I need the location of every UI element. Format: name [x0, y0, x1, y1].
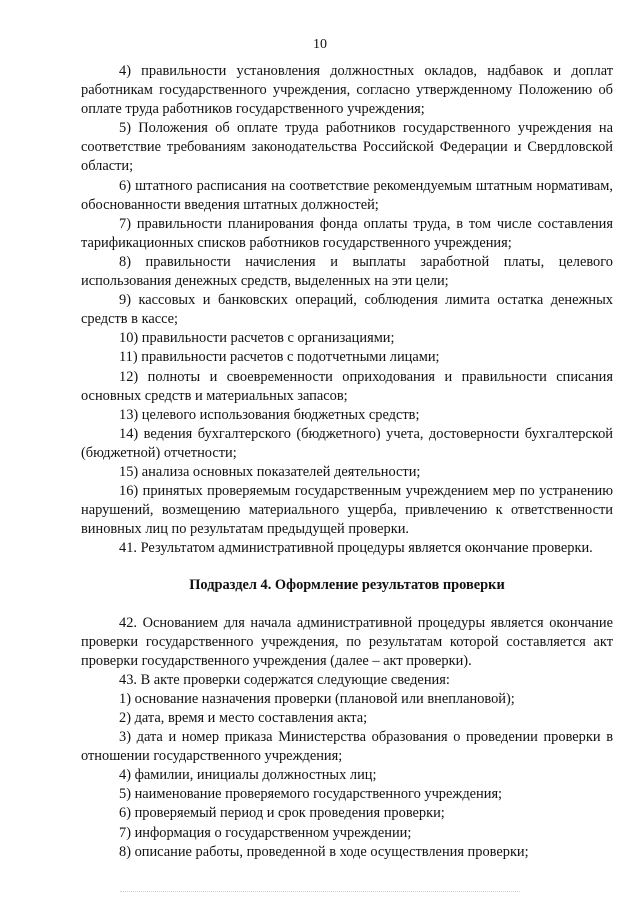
list-item: 2) дата, время и место составления акта;	[119, 710, 368, 726]
list-item: 6) штатного расписания на соответствие рекомендуемым штатным нормативам, обоснованности введения штатных должностей;	[81, 177, 613, 213]
list-item: 8) правильности начисления и выплаты заработной платы, целевого использования денежных средств, выделенных на эти цели;	[81, 253, 613, 290]
page-number: 10	[313, 37, 327, 52]
list-item: 4) правильности установления должностных окладов, надбавок и доплат работникам государственного учреждения, согласно утвержденному Положению об оплате труда работников государственного учреждения;	[81, 63, 613, 118]
list-item: 11) правильности расчетов с подотчетными лицами;	[119, 349, 440, 366]
paragraph-41: 41. Результатом административной процедуры является окончание проверки.	[119, 540, 593, 557]
paragraph-42: 42. Основанием для начала административной процедуры является окончание проверки государственного учреждения, по результатам которой составляется акт проверки государственного учреждения (далее – акт проверки).	[81, 614, 613, 669]
list-item: 10) правильности расчетов с организациями;	[119, 330, 395, 347]
paragraph-43: 43. В акте проверки содержатся следующие сведения:	[119, 671, 450, 688]
list-item: 4) фамилии, инициалы должностных лиц;	[119, 767, 377, 784]
scan-footer-divider	[120, 891, 520, 892]
list-item: 16) принятых проверяемым государственным учреждением мер по устранению нарушений, возмещению материального ущерба, привлечению к ответственности виновных лиц по результатам предыдущей проверки.	[81, 483, 613, 538]
document-body	[81, 62, 613, 862]
list-item: 3) дата и номер приказа Министерства образования о проведении проверки в отношении государственного учреждения;	[81, 729, 613, 765]
checklist-part1	[81, 62, 613, 539]
list-item: 14) ведения бухгалтерского (бюджетного) учета, достоверности бухгалтерской (бюджетной) отчетности;	[81, 425, 613, 461]
subsection-heading: Подраздел 4. Оформление результатов проверки	[189, 577, 505, 594]
list-item: 1) основание назначения проверки (плановой или внеплановой);	[119, 690, 515, 707]
list-item: 8) описание работы, проведенной в ходе осуществления проверки;	[119, 843, 529, 860]
list-item: 6) проверяемый период и срок проведения проверки;	[119, 805, 445, 822]
list-item: 15) анализа основных показателей деятельности;	[119, 463, 421, 480]
list-item: 12) полноты и своевременности оприходования и правильности списания основных средств и материальных запасов;	[81, 368, 613, 404]
list-item: 9) кассовых и банковских операций, соблюдения лимита остатка денежных средств в кассе;	[81, 292, 613, 328]
list-item: 7) правильности планирования фонда оплаты труда, в том числе составления тарификационных списков работников государственного учреждения;	[81, 215, 613, 251]
list-item: 5) Положения об оплате труда работников государственного учреждения на соответствие требованиям законодательства Российской Федерации и Свердловской области;	[81, 120, 613, 175]
list-item: 7) информация о государственном учреждении;	[119, 824, 412, 841]
act-contents-list	[81, 690, 613, 862]
list-item: 5) наименование проверяемого государственного учреждения;	[119, 786, 503, 803]
list-item: 13) целевого использования бюджетных средств;	[119, 406, 420, 423]
